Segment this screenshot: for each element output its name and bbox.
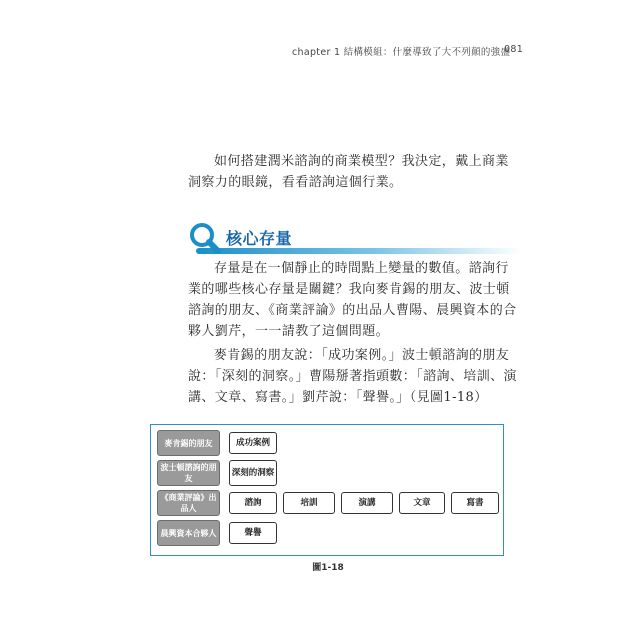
paragraph-intro: 如何搭建潤米諮詢的商業模型？我決定，戴上商業洞察力的眼鏡，看看諮詢這個行業。 [188, 154, 509, 190]
cell-reputation: 聲譽 [229, 522, 277, 544]
cell-training: 培訓 [283, 492, 335, 514]
cell-deep-insight: 深刻的洞察 [229, 460, 277, 486]
row-label-morningside: 晨興資本合夥人 [157, 520, 220, 546]
paragraph-answers: 麥肯錫的朋友說：「成功案例。」波士頓諮詢的朋友說：「深刻的洞察。」曹陽掰著指頭數：「諮詢、培訓、演講、文章、寫書。」劉芹說：「聲譽。」（見圖1-18） [188, 348, 517, 405]
section-title: 核心存量 [226, 229, 293, 248]
row-label-business-review: 《商業評論》出品人 [157, 490, 220, 516]
section-heading [188, 222, 524, 256]
cell-articles: 文章 [399, 492, 445, 514]
page-number: 081 [504, 44, 524, 55]
row-label-bcg: 波士頓諮詢的朋友 [157, 460, 220, 486]
cell-success-cases: 成功案例 [229, 432, 277, 454]
paragraph-definition: 存量是在一個靜止的時間點上變量的數值。諮詢行業的哪些核心存量是關鍵？我向麥肯錫的朋友、波士頓諮詢的朋友、《商業評論》的出品人曹陽、晨興資本的合夥人劉芹，一一請教了這個問題。 [188, 261, 517, 339]
running-header [292, 44, 522, 58]
figure-caption: 圖1-18 [312, 563, 344, 573]
magnifier-icon [188, 222, 222, 256]
chapter-title: 結構模組：什麼導致了大不列顛的強盛 [343, 47, 511, 58]
cell-consulting: 諮詢 [229, 492, 277, 514]
figure-1-18 [150, 424, 504, 556]
cell-writing-books: 寫書 [451, 492, 499, 514]
row-label-mckinsey: 麥肯錫的朋友 [157, 430, 220, 456]
cell-speeches: 演講 [341, 492, 393, 514]
chapter-label: chapter 1 [292, 47, 341, 58]
